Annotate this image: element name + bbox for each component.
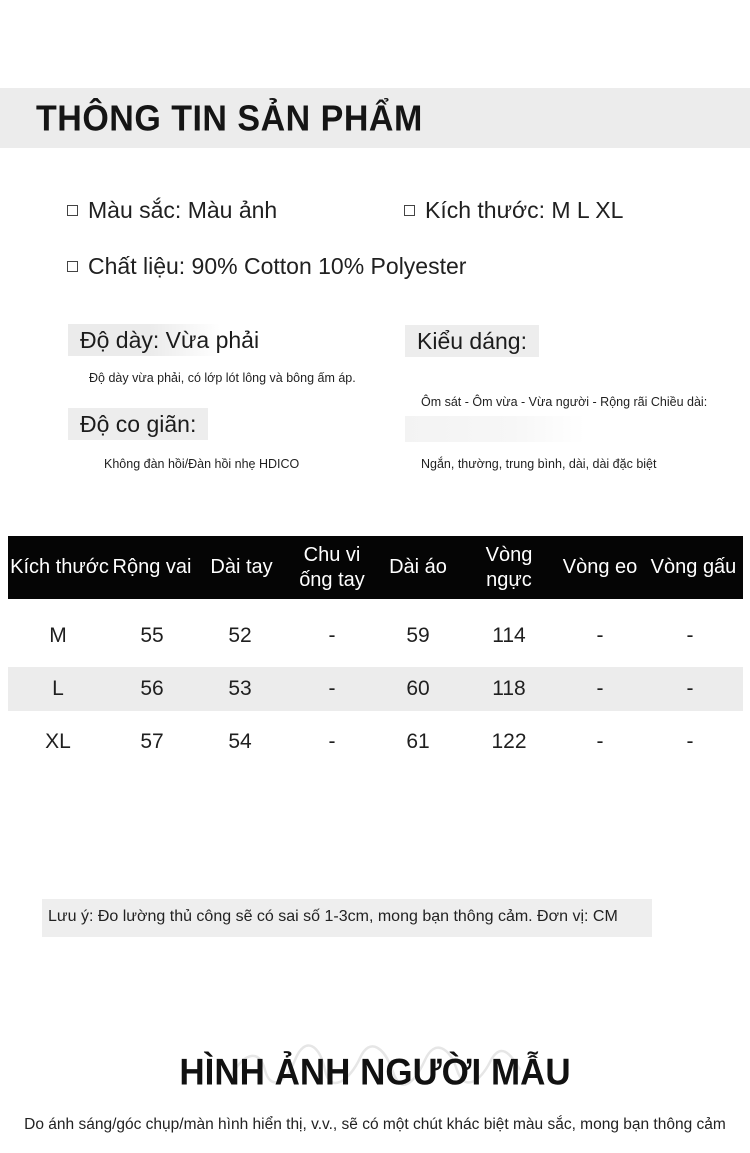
th-size: Kích thước [10, 556, 109, 578]
cell-sleeve: 54 [228, 730, 252, 753]
cell-waist: - [596, 677, 604, 700]
attr-material [67, 253, 466, 280]
cell-shoulder: 56 [140, 677, 164, 700]
th-hem: Vòng gấu [650, 556, 737, 578]
attr-color [67, 197, 277, 224]
cell-sleeve: 53 [228, 677, 252, 700]
style-label: Kiểu dáng: [417, 328, 527, 354]
cell-size: L [52, 677, 64, 700]
th-cuff-line2: ống tay [299, 568, 365, 591]
elasticity-label: Độ co giãn: [80, 411, 197, 437]
measurement-note: Lưu ý: Đo lường thủ công sẽ có sai số 1-3cm, mong bạn thông cảm. Đơn vị: CM [48, 908, 618, 925]
style-tag [405, 325, 539, 357]
cell-length: 61 [406, 730, 430, 753]
cell-size: XL [45, 730, 71, 753]
table-row [8, 720, 743, 764]
cell-chest: 118 [492, 677, 526, 700]
cell-chest: 122 [491, 730, 527, 753]
cell-chest: 114 [492, 624, 526, 647]
elasticity-tag [68, 408, 208, 440]
cell-length: 59 [406, 624, 430, 647]
style-note: Ôm sát - Ôm vừa - Vừa người - Rộng rãi Chiều dài: [421, 395, 708, 409]
checkbox-square-icon [404, 205, 415, 216]
th-cuff-line1: Chu vi [303, 543, 361, 566]
checkbox-square-icon [67, 261, 78, 272]
attr-material-text: Chất liệu: 90% Cotton 10% Polyester [88, 253, 467, 279]
th-chest: Vòng ngực [485, 543, 533, 591]
th-sleeve: Dài tay [210, 556, 273, 578]
cell-waist: - [596, 624, 604, 647]
attr-color-text: Màu sắc: Màu ảnh [88, 197, 278, 223]
checkbox-square-icon [67, 205, 78, 216]
table-row [8, 667, 743, 711]
cell-hem: - [686, 624, 694, 647]
color-disclaimer: Do ánh sáng/góc chụp/màn hình hiển thị, v.v., sẽ có một chút khác biệt màu sắc, mong bạn thông cảm [24, 1116, 726, 1133]
elasticity-note: Không đàn hồi/Đàn hồi nhẹ HDICO [104, 457, 300, 471]
attr-size-text: Kích thước: M L XL [425, 197, 624, 223]
cell-length: 60 [406, 677, 430, 700]
th-shoulder: Rộng vai [112, 556, 192, 578]
page-title: THÔNG TIN SẢN PHẨM [36, 99, 423, 139]
thickness-label: Độ dày: [80, 327, 160, 353]
cell-waist: - [596, 730, 604, 753]
thickness-tag [68, 324, 271, 356]
cell-sleeve: 52 [228, 624, 252, 647]
cell-cuff: - [328, 624, 336, 647]
model-section-title: HÌNH ẢNH NGƯỜI MẪU [179, 1052, 571, 1093]
cell-size: M [49, 624, 67, 647]
length-note: Ngắn, thường, trung bình, dài, dài đặc biệt [421, 457, 657, 471]
cell-cuff: - [328, 677, 336, 700]
cell-shoulder: 57 [140, 730, 164, 753]
th-waist: Vòng eo [562, 556, 638, 578]
thickness-value: Vừa phải [159, 327, 260, 353]
size-table-header [8, 536, 743, 599]
cell-cuff: - [328, 730, 336, 753]
attr-size [404, 197, 623, 224]
table-row [8, 614, 743, 658]
thickness-note: Độ dày vừa phải, có lớp lót lông và bông ấm áp. [89, 371, 356, 385]
cell-hem: - [686, 730, 694, 753]
cell-hem: - [686, 677, 694, 700]
th-cuff [290, 536, 374, 599]
style-faint-bar [405, 416, 585, 442]
cell-shoulder: 55 [140, 624, 164, 647]
th-length: Dài áo [389, 556, 447, 578]
